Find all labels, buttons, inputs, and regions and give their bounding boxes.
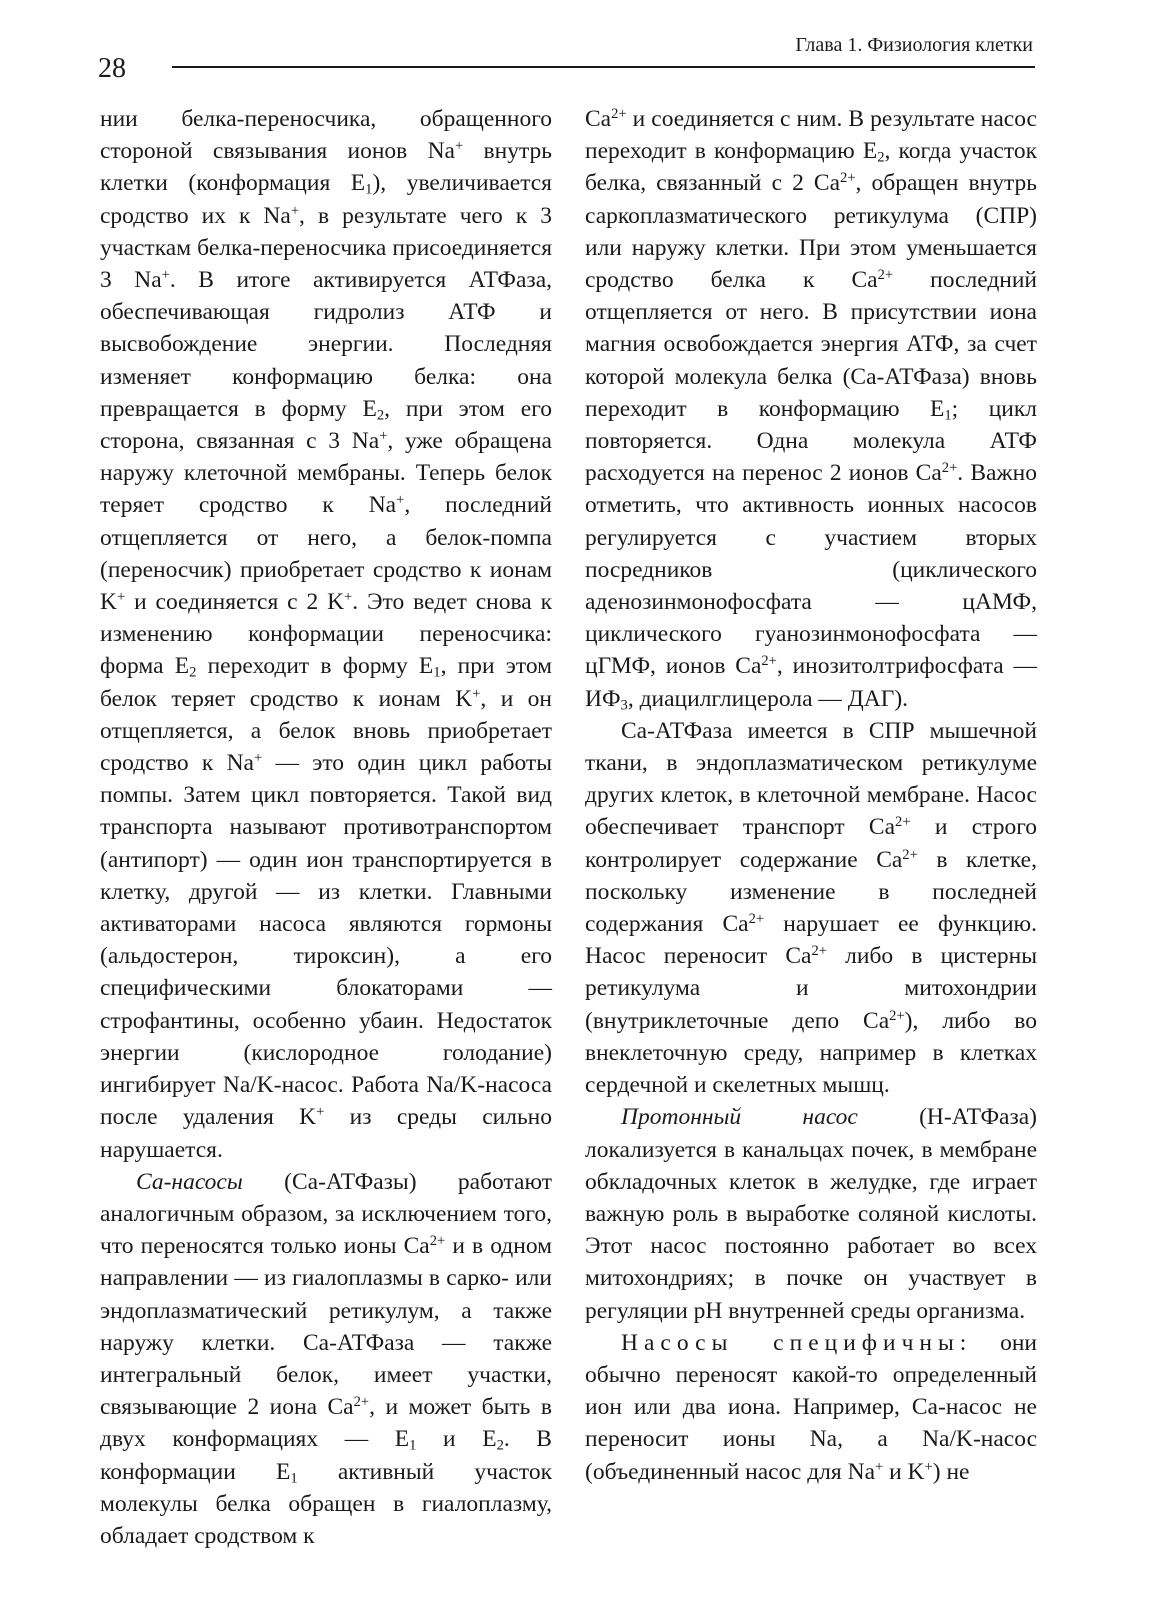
superscript: 2+ [611, 106, 627, 122]
superscript: + [875, 1458, 884, 1475]
subscript: 2 [496, 1437, 504, 1454]
text-run: (Са-АТФазы) работают аналогичным образом, за исключением того, что переносятся только ионы Ca [100, 1168, 552, 1260]
subscript: 2 [877, 149, 885, 166]
text-run: , при этом белок теряет сродство к ионам K [100, 653, 553, 712]
text-run: , диацилглицерола — ДАГ). [627, 685, 909, 712]
superscript: 2+ [761, 653, 777, 670]
paragraph [585, 103, 1037, 715]
superscript: 2+ [748, 911, 765, 928]
text-run: , обращен внутрь саркоплазматического ретикулума (СПР) или наружу клетки. При этом уменьшается сродство белка к Ca [585, 170, 1037, 294]
superscript: 2+ [889, 1007, 905, 1024]
superscript: + [379, 428, 388, 445]
superscript: + [472, 685, 481, 702]
text-run: , и может быть в двух конформациях — E [100, 1394, 552, 1453]
paragraph [100, 1166, 552, 1552]
superscript: 2+ [353, 1394, 370, 1411]
text-run: из среды сильно нарушается. [100, 1104, 552, 1163]
text-run: и E [416, 1426, 497, 1453]
subscript: 2 [189, 665, 197, 682]
superscript: + [924, 1458, 933, 1475]
subscript: 1 [290, 1470, 298, 1487]
text-run: активный участок молекулы белка обращен в гиалоплазму, обладает сродством к [100, 1458, 552, 1549]
subscript: 3 [620, 697, 628, 714]
superscript: + [116, 589, 126, 606]
text-run: . Важно отметить, что активность ионных насосов регулируется с участием вторых посредников (циклического аденозинмонофосфата — цАМФ, циклического гуанозинмонофосфата — цГМФ, ионов Ca [585, 460, 1037, 680]
text-run: : они обычно переносят какой-то определенный ион или два иона. Например, Са-насос не переносит ионы Na, а Na/K-насос (объединенный насос для Na [585, 1329, 1037, 1485]
superscript: + [290, 202, 300, 219]
text-run: переходит в форму E [196, 653, 434, 680]
text-run: либо в цистерны ретикулума и митохондрии (внутриклеточные депо Ca [585, 943, 1038, 1034]
term: Протонный насос [621, 1104, 858, 1131]
text-run: в клетке, поскольку изменение в последней содержания Ca [585, 846, 1037, 938]
superscript: + [161, 267, 170, 284]
subscript: 2 [376, 407, 385, 424]
text-run: , последний отщепляется от него, а белок-помпа (переносчик) приобретает сродство к ионам K [100, 492, 553, 616]
text-run: Са-АТФаза имеется в СПР мышечной ткани, в эндоплазматическом ретикулуме других клеток, в клеточной мембране. Насос обеспечивает транспорт Ca [585, 717, 1037, 841]
text-run: , при этом его сторона, связанная с 3 Na [100, 395, 552, 455]
text-run: и строго контролирует содержание Ca [585, 814, 1037, 873]
subscript: 1 [365, 182, 373, 199]
text-run: нии белка-переносчика, обращенного стороной связывания ионов Na [100, 106, 552, 165]
text-run: — это один цикл работы помпы. Затем цикл повторяется. Такой вид транспорта называют противотранспортом (антипорт) — один ион транспортируется в клетку, другой — из клетки. Главными активаторами насоса являются гормоны (альдостерон, тироксин), а его специфическими блокаторами — строфантины, особенно убаин. Недостаток энергии (кислородное голодание) ингибирует Na/K-насос. Работа Na/K-насоса после удаления K [100, 750, 552, 1131]
paragraph [100, 103, 552, 1166]
text-run: и соединяется с 2 K [125, 589, 345, 616]
text-run: последний отщепляется от него. В присутствии иона магния освобождается энергия АТФ, за счет которой молекула белка (Са-АТФаза) вновь переходит в конформацию E [585, 267, 1038, 422]
text-run: внутрь клетки (конформация E [100, 138, 553, 197]
text-run: . В конформации E [100, 1426, 552, 1485]
text-run: и соединяется с ним. В результате насос переходит в конформацию E [585, 106, 1037, 165]
subscript: 1 [409, 1437, 417, 1454]
paragraph [585, 1327, 1037, 1488]
text-run: , когда участок белка, связанный с 2 Ca [585, 138, 1037, 197]
text-run: . В итоге активируется АТФаза, обеспечивающая гидролиз АТФ и высвобождение энергии. Последняя изменяет конформацию белка: она превращается в форму E [100, 267, 553, 422]
text-run: и K [883, 1458, 925, 1485]
text-run: и в одном направлении — из гиалоплазмы в сарко- или эндоплазматический ретикулум, а также наружу клетки. Са-АТФаза — также интегральный белок, имеет участки, связывающие 2 иона Ca [100, 1233, 552, 1421]
superscript: + [253, 750, 263, 767]
superscript: + [344, 589, 353, 606]
superscript: 2+ [840, 170, 856, 187]
text-run: (Н-АТФаза) локализуется в канальцах почек, в мембране обкладочных клеток в желудке, где играет важную роль в выработке соляной кислоты. Этот насос постоянно работает во всех митохондриях; в почке он участвует в регуляции pH внутренней среды организма. [585, 1104, 1038, 1324]
page-number: 28 [98, 53, 126, 84]
text-run: , уже обращена наружу клеточной мембраны. Теперь белок теряет сродство к Na [100, 428, 552, 519]
left-column [100, 103, 552, 1552]
superscript: + [396, 492, 405, 509]
paragraph [585, 715, 1037, 1101]
text-run: , инозитолтрифосфата — ИФ [585, 653, 1038, 712]
superscript: + [316, 1104, 325, 1121]
subscript: 1 [433, 665, 441, 682]
running-head: Глава 1. Физиология клетки [795, 34, 1033, 56]
text-run: ), либо во внеклеточную среду, например в клетках сердечной и скелетных мышц. [585, 1007, 1037, 1099]
text-run: , и он отщепляется, а белок вновь приобретает сродство к Na [100, 685, 553, 777]
superscript: 2+ [811, 943, 827, 960]
right-column [585, 103, 1037, 1488]
paragraph [585, 1101, 1037, 1326]
superscript: 2+ [902, 846, 918, 863]
text-run: ), увеличивается сродство их к Na [100, 170, 552, 229]
superscript: 2+ [941, 460, 958, 477]
superscript: 2+ [895, 814, 911, 831]
header-rule [172, 66, 1035, 68]
superscript: 2+ [429, 1233, 446, 1250]
text-run: ) не [932, 1458, 970, 1485]
term: Са-насосы [136, 1168, 243, 1195]
superscript: 2+ [877, 267, 894, 284]
text-run: . Это ведет снова к изменению конформации переносчика: форма E [100, 589, 552, 680]
text-run: нарушает ее функцию. Насос переносит Ca [585, 911, 1037, 970]
subscript: 1 [944, 407, 952, 424]
text-run: ; цикл повторяется. Одна молекула АТФ расходуется на перенос 2 ионов Ca [585, 395, 1037, 487]
text-run: Ca [585, 106, 612, 132]
text-run: , в результате чего к 3 участкам белка-переносчика присоединяется 3 Na [100, 202, 552, 294]
superscript: + [455, 138, 464, 155]
term: Насосы специфичны [621, 1329, 960, 1356]
